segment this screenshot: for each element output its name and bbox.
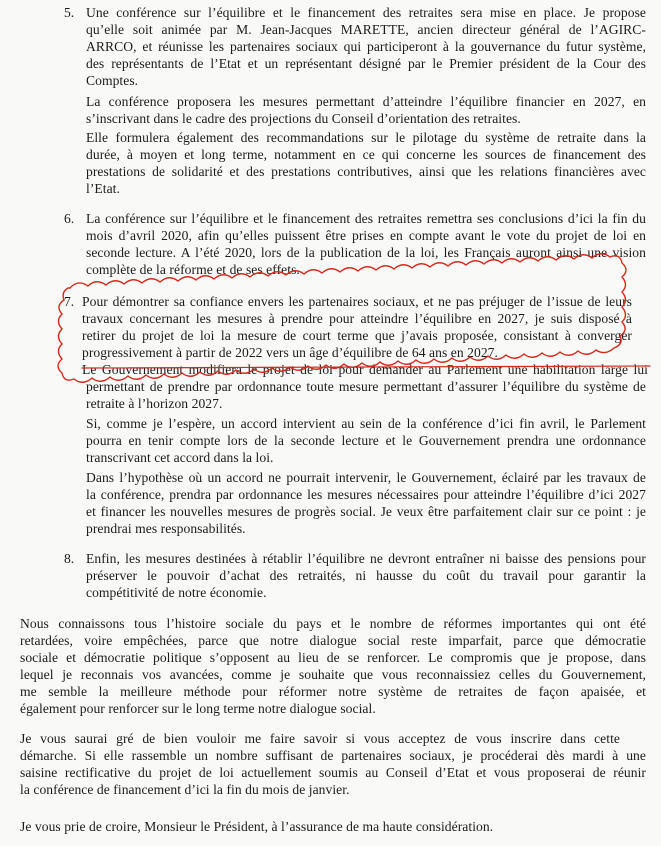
item-line: ARRCO, et réunisse les partenaires sociaux qui participeront à la gouvernance du futur système, [86,39,646,54]
item-line: préserver le pouvoir d’achat des retraités, ni hausse du coût du travail pour garantir la [86,568,646,583]
paragraph-line: saisine rectificative du projet de loi actuellement soumis au Conseil d’Etat et vous proposerai de réunir [20,765,646,780]
paragraph-line: sociale et démocratie politique s’opposent au lieu de se renforcer. Le compromis que je propose, dans [20,650,646,665]
paragraph-line: démarche. Si elle rassemble un nombre suffisant de partenaires sociaux, je procéderai dès mardi à une [20,748,646,763]
item-number: 6. [64,211,75,226]
item-line: pourra en tenir compte lors de la seconde lecture et le Gouvernement prendra une ordonnance [86,433,646,448]
closing-line: Je vous prie de croire, Monsieur le Président, à l’assurance de ma haute considération. [20,819,494,834]
item-line: et financer les nouvelles mesures de progrès social. Je veux être parfaitement clair sur ce point : je [86,504,646,519]
item-line: retraite à l’horizon 2027. [86,396,223,411]
paragraph-line: me semble la meilleure méthode pour réformer notre système de retraites de façon apaisée, et [20,684,646,699]
paragraph-line: la conférence de financement d’ici la fin du mois de janvier. [20,782,350,797]
paragraph-line: Nous connaissons tous l’histoire sociale du pays et le nombre de réformes importantes qui ont été [20,616,646,631]
item-line: des représentants de l’Etat et un représentant désigné par le Premier président de la Cour des [86,56,646,71]
item-line: prendrai mes responsabilités. [86,521,246,536]
item-line: transcrivant cet accord dans la loi. [86,450,274,465]
item-number: 5. [64,5,75,20]
item-line: Une conférence sur l’équilibre et le financement des retraites sera mise en place. Je propose [86,5,646,20]
item-line: La conférence sur l’équilibre et le financement des retraites remettra ses conclusions d’ici la fin du [86,211,646,226]
item-line: Elle formulera également des recommandations sur le pilotage du système de retraite dans la [86,130,646,145]
paragraph-line: également pour renforcer sur le long terme notre dialogue social. [20,701,376,716]
item-line: progressivement à partir de 2022 vers un âge d’équilibre de 64 ans en 2027. [82,345,498,360]
item-line: La conférence proposera les mesures permettant d’atteindre l’équilibre financier en 2027, en [86,94,646,109]
item-line: seconde lecture. A l’été 2020, lors de la publication de la loi, les Français auront ainsi une vision [86,245,646,260]
item-line: compétitivité de notre économie. [86,585,267,600]
item-line: Enfin, les mesures destinées à rétablir l’équilibre ne devront entraîner ni baisse des pensions pour [86,551,646,566]
item-line: retirer du projet de loi la mesure de court terme que j’avais proposée, consistant à converger [82,328,632,343]
item-line: travaux concernant les mesures à prendre pour atteindre l’équilibre en 2027, je suis disposé à [82,311,632,326]
item-number: 8. [64,551,75,566]
item-line: Dans l’hypothèse où un accord ne pourrait intervenir, le Gouvernement, éclairé par les travaux de [86,470,646,485]
item-line: Pour démontrer sa confiance envers les partenaires sociaux, et ne pas préjuger de l’issue de leurs [82,294,632,309]
paragraph-line: Je vous saurai gré de bien vouloir me faire savoir si vous acceptez de vous inscrire dans cette [20,731,620,746]
struck-through-line: Le Gouvernement modifiera le projet de loi pour demander au Parlement une habilitation large lui [82,362,648,377]
item-line: Si, comme je l’espère, un accord intervient au sein de la conférence d’ici fin avril, le Parlement [86,416,646,431]
item-line: mois d’avril 2020, afin qu’elles puissent être prises en compte avant le vote du projet de loi en [86,228,646,243]
paragraph-line: retardées, voire empêchées, parce que notre dialogue social reste imparfait, parce que démocratie [20,633,646,648]
item-line: prestations de solidarité et des prestations contributives, ainsi que les relations financières avec [86,164,646,179]
item-number: 7. [64,294,75,309]
item-line: permettant de prendre par ordonnance toute mesure permettant d’assurer l’équilibre du système de [86,379,646,394]
item-line: la conférence, prendra par ordonnance les mesures nécessaires pour atteindre l’équilibre d’ici 2027 [86,487,646,502]
paragraph-line: lequel je reconnais vos avancées, comme je souhaite que vous reconnaissiez celles du Gouvernement, [20,667,646,682]
item-line: l’Etat. [86,181,120,196]
item-line: Comptes. [86,73,139,88]
item-line: durée, à moyen et long terme, notamment en ce qui concerne les sources de financement des [86,147,646,162]
item-line: complète de la réforme et de ses effets. [86,262,300,277]
item-line: qu’elle soit animée par M. Jean-Jacques MARETTE, ancien directeur général de l’AGIRC- [86,22,646,37]
item-line: s’inscrivant dans le cadre des projections du Conseil d’orientation des retraites. [86,111,521,126]
